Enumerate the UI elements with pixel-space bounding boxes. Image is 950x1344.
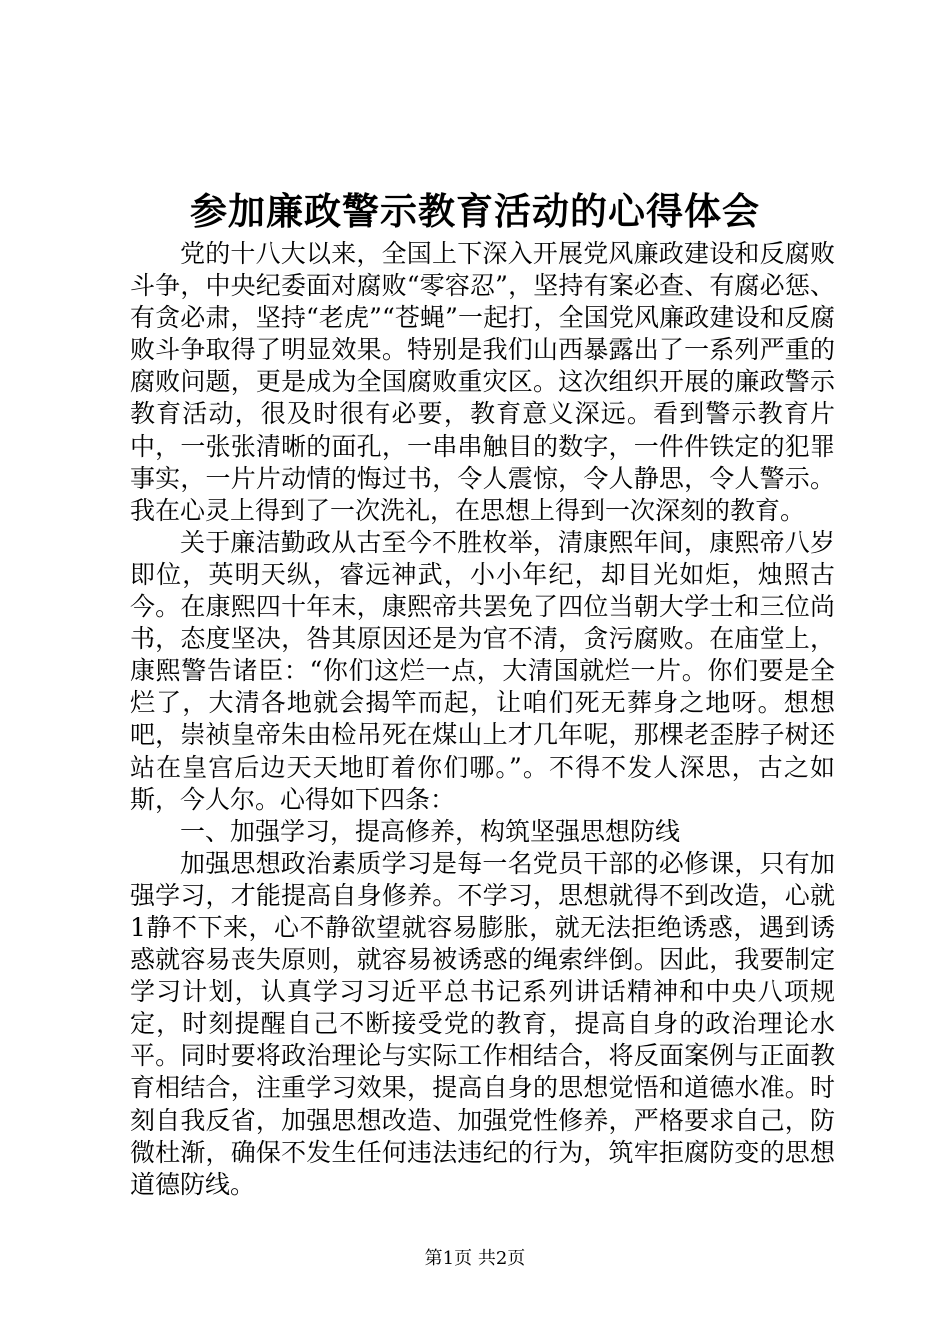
section-heading-1: 一、加强学习，提高修养，构筑坚强思想防线: [180, 816, 681, 846]
document-title: 参加廉政警示教育活动的心得体会: [190, 189, 760, 233]
paragraph-intro: 党的十八大以来，全国上下深入开展党风廉政建设和反腐败斗争，中央纪委面对腐败“零容忍”，坚持有案必查、有腐必惩、有贪必肃，坚持“老虎”“苍蝇”一起打，全国党风廉政建设和反腐败斗争取得了明显效果。特别是我们山西暴露出了一系列严重的腐败问题，更是成为全国腐败重灾区。这次组织开展的廉政警示教育活动，很及时很有必要，教育意义深远。看到警示教育片中，一张张清晰的面孔，一串串触目的数字，一件件铁定的犯罪事实，一片片动情的悔过书，令人震惊，令人静思，令人警示。我在心灵上得到了一次洗礼，在思想上得到一次深刻的教育。: [130, 239, 835, 525]
paragraph-kangxi: 关于廉洁勤政从古至今不胜枚举，清康熙年间，康熙帝八岁即位，英明天纵，睿远神武，小小年纪，却目光如炬，烛照古今。在康熙四十年末，康熙帝共罢免了四位当朝大学士和三位尚书，态度坚决，咎其原因还是为官不清，贪污腐败。在庙堂上，康熙警告诸臣：“你们这烂一点，大清国就烂一片。你们要是全烂了，大清各地就会揭竿而起，让咱们死无葬身之地呀。想想吧，崇祯皇帝朱由检吊死在煤山上才几年呢，那棵老歪脖子树还站在皇宫后边天天地盯着你们哪。”。不得不发人深思，古之如斯，今人尔。心得如下四条：: [130, 527, 835, 814]
page-number-footer: 第1页 共2页: [424, 1248, 526, 1269]
paragraph-study: 加强思想政治素质学习是每一名党员干部的必修课，只有加强学习，才能提高自身修养。不学习，思想就得不到改造，心就1静不下来，心不静欲望就容易膨胀，就无法拒绝诱惑，遇到诱惑就容易丧失原则，就容易被诱惑的绳索绊倒。因此，我要制定学习计划，认真学习习近平总书记系列讲话精神和中央八项规定，时刻提醒自己不断接受党的教育，提高自身的政治理论水平。同时要将政治理论与实际工作相结合，将反面案例与正面教育相结合，注重学习效果，提高自身的思想觉悟和道德水准。时刻自我反省，加强思想改造、加强党性修养，严格要求自己，防微杜渐，确保不发生任何违法违纪的行为，筑牢拒腐防变的思想道德防线。: [130, 848, 835, 1199]
document-body: [130, 238, 835, 1201]
